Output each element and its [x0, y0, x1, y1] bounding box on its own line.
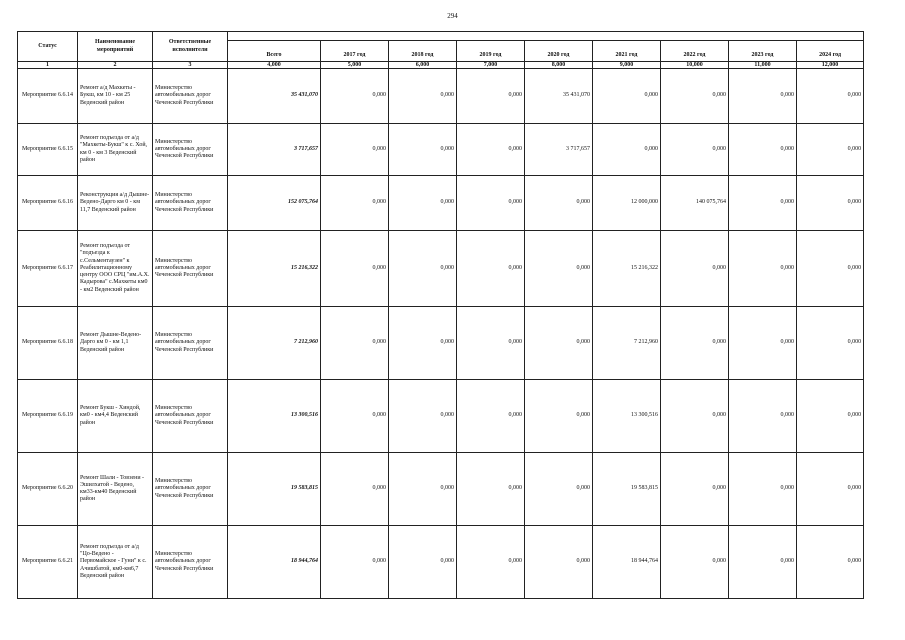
row-name: Ремонт а/д Махкеты - Букш, км 10 - км 25 Веденский район — [78, 69, 153, 124]
row-value: 0,000 — [457, 231, 525, 307]
table-row — [18, 526, 864, 599]
column-number: 2 — [78, 62, 153, 69]
row-status: Мероприятие 6.6.21 — [18, 526, 78, 599]
column-number-row — [18, 62, 864, 69]
row-value: 0,000 — [321, 124, 389, 176]
row-executor: Министерство автомобильных дорог Чеченской Республики — [153, 307, 228, 380]
column-number: 9,000 — [593, 62, 661, 69]
row-value: 0,000 — [389, 307, 457, 380]
header-year: 2024 год — [797, 41, 864, 62]
header-year: 2020 год — [525, 41, 593, 62]
row-status: Мероприятие 6.6.18 — [18, 307, 78, 380]
table-row — [18, 231, 864, 307]
row-value: 0,000 — [661, 453, 729, 526]
table-row — [18, 307, 864, 380]
column-number: 7,000 — [457, 62, 525, 69]
row-value: 0,000 — [525, 307, 593, 380]
header-year: 2023 год — [729, 41, 797, 62]
row-executor: Министерство автомобильных дорог Чеченской Республики — [153, 69, 228, 124]
row-value: 0,000 — [525, 231, 593, 307]
row-value: 15 216,322 — [593, 231, 661, 307]
row-executor: Министерство автомобильных дорог Чеченской Республики — [153, 453, 228, 526]
row-name: Ремонт Букш - Хиндой, км0 - км4,4 Веденский район — [78, 380, 153, 453]
budget-table — [17, 31, 864, 599]
table-row — [18, 69, 864, 124]
column-number: 8,000 — [525, 62, 593, 69]
table-row — [18, 124, 864, 176]
row-value: 0,000 — [321, 380, 389, 453]
row-value: 0,000 — [389, 231, 457, 307]
row-value: 0,000 — [729, 453, 797, 526]
row-executor: Министерство автомобильных дорог Чеченской Республики — [153, 176, 228, 231]
row-value: 0,000 — [457, 124, 525, 176]
row-value: 0,000 — [797, 176, 864, 231]
row-value: 0,000 — [661, 124, 729, 176]
row-status: Мероприятие 6.6.16 — [18, 176, 78, 231]
row-value: 0,000 — [661, 231, 729, 307]
row-value: 0,000 — [321, 176, 389, 231]
row-value: 0,000 — [321, 231, 389, 307]
row-value: 13 300,516 — [593, 380, 661, 453]
row-value: 0,000 — [729, 526, 797, 599]
header-total: Всего — [228, 41, 321, 62]
row-status: Мероприятие 6.6.20 — [18, 453, 78, 526]
row-total: 7 212,960 — [228, 307, 321, 380]
table-row — [18, 453, 864, 526]
row-executor: Министерство автомобильных дорог Чеченской Республики — [153, 380, 228, 453]
row-value: 0,000 — [797, 380, 864, 453]
row-value: 0,000 — [525, 526, 593, 599]
row-value: 0,000 — [729, 69, 797, 124]
row-total: 13 300,516 — [228, 380, 321, 453]
row-executor: Министерство автомобильных дорог Чеченской Республики — [153, 231, 228, 307]
row-value: 0,000 — [729, 231, 797, 307]
column-number: 6,000 — [389, 62, 457, 69]
row-total: 152 075,764 — [228, 176, 321, 231]
row-name: Ремонт подъезда от а/д "Махкеты-Букш" к с. Хой, км 0 - км 3 Веденский район — [78, 124, 153, 176]
header-name: Наименование мероприятий — [78, 32, 153, 62]
column-number: 11,000 — [729, 62, 797, 69]
header-executors: Ответственные исполнители — [153, 32, 228, 62]
header-status: Статус — [18, 32, 78, 62]
column-number: 4,000 — [228, 62, 321, 69]
row-value: 0,000 — [729, 124, 797, 176]
row-value: 0,000 — [457, 380, 525, 453]
row-value: 0,000 — [457, 307, 525, 380]
row-value: 0,000 — [525, 176, 593, 231]
row-value: 3 717,657 — [525, 124, 593, 176]
row-value: 0,000 — [321, 526, 389, 599]
column-number: 3 — [153, 62, 228, 69]
row-value: 0,000 — [797, 453, 864, 526]
column-number: 12,000 — [797, 62, 864, 69]
header-year: 2021 год — [593, 41, 661, 62]
row-name: Ремонт Шали - Товзени - Эшилхатой - Ведено, км33-км40 Веденский район — [78, 453, 153, 526]
row-name: Ремонт подъезда от а/д "Цо-Ведено - Первомайское - Гуни" к с. Ачишбатой, км0-км6,7 Веденский район — [78, 526, 153, 599]
row-status: Мероприятие 6.6.15 — [18, 124, 78, 176]
row-value: 0,000 — [593, 124, 661, 176]
row-value: 0,000 — [457, 69, 525, 124]
header-year: 2019 год — [457, 41, 525, 62]
row-status: Мероприятие 6.6.17 — [18, 231, 78, 307]
header-year: 2018 год — [389, 41, 457, 62]
header-year: 2017 год — [321, 41, 389, 62]
row-name: Ремонт Дышне-Ведено-Дарго км 0 - км 1,1 Веденский район — [78, 307, 153, 380]
row-value: 0,000 — [729, 307, 797, 380]
row-total: 15 216,322 — [228, 231, 321, 307]
row-name: Реконструкция а/д Дышне-Ведено-Дарго км 0 - км 11,7 Веденский район — [78, 176, 153, 231]
row-total: 35 431,070 — [228, 69, 321, 124]
column-number: 1 — [18, 62, 78, 69]
row-value: 19 583,815 — [593, 453, 661, 526]
page-number: 294 — [447, 12, 458, 20]
row-value: 0,000 — [661, 69, 729, 124]
row-value: 0,000 — [389, 124, 457, 176]
row-status: Мероприятие 6.6.14 — [18, 69, 78, 124]
row-value: 140 075,764 — [661, 176, 729, 231]
row-value: 0,000 — [321, 307, 389, 380]
header-spacer — [228, 32, 864, 41]
row-status: Мероприятие 6.6.19 — [18, 380, 78, 453]
row-total: 18 944,764 — [228, 526, 321, 599]
row-value: 0,000 — [593, 69, 661, 124]
row-value: 0,000 — [661, 526, 729, 599]
row-value: 0,000 — [797, 526, 864, 599]
row-value: 0,000 — [389, 526, 457, 599]
row-executor: Министерство автомобильных дорог Чеченской Республики — [153, 526, 228, 599]
row-value: 0,000 — [457, 453, 525, 526]
row-value: 0,000 — [729, 380, 797, 453]
row-value: 12 000,000 — [593, 176, 661, 231]
row-value: 0,000 — [389, 69, 457, 124]
row-value: 0,000 — [389, 380, 457, 453]
row-value: 18 944,764 — [593, 526, 661, 599]
table-row — [18, 176, 864, 231]
row-value: 0,000 — [525, 453, 593, 526]
row-value: 0,000 — [321, 69, 389, 124]
row-value: 0,000 — [797, 307, 864, 380]
row-value: 0,000 — [661, 380, 729, 453]
row-name: Ремонт подъезда от "подъезда к с.Сельментаузен" к Реабилитационному центру ООО СРЦ "им.А.Х. Кадырова" с.Махкеты км0 - км2 Веденский район — [78, 231, 153, 307]
row-value: 0,000 — [797, 231, 864, 307]
header-year: 2022 год — [661, 41, 729, 62]
column-number: 10,000 — [661, 62, 729, 69]
row-value: 0,000 — [457, 176, 525, 231]
row-value: 0,000 — [797, 69, 864, 124]
row-value: 0,000 — [729, 176, 797, 231]
row-value: 0,000 — [457, 526, 525, 599]
row-value: 0,000 — [321, 453, 389, 526]
table-row — [18, 380, 864, 453]
row-value: 0,000 — [797, 124, 864, 176]
row-value: 35 431,070 — [525, 69, 593, 124]
row-value: 0,000 — [661, 307, 729, 380]
column-number: 5,000 — [321, 62, 389, 69]
row-total: 19 583,815 — [228, 453, 321, 526]
row-value: 0,000 — [389, 453, 457, 526]
row-value: 0,000 — [389, 176, 457, 231]
row-value: 0,000 — [525, 380, 593, 453]
row-total: 3 717,657 — [228, 124, 321, 176]
row-executor: Министерство автомобильных дорог Чеченской Республики — [153, 124, 228, 176]
row-value: 7 212,960 — [593, 307, 661, 380]
